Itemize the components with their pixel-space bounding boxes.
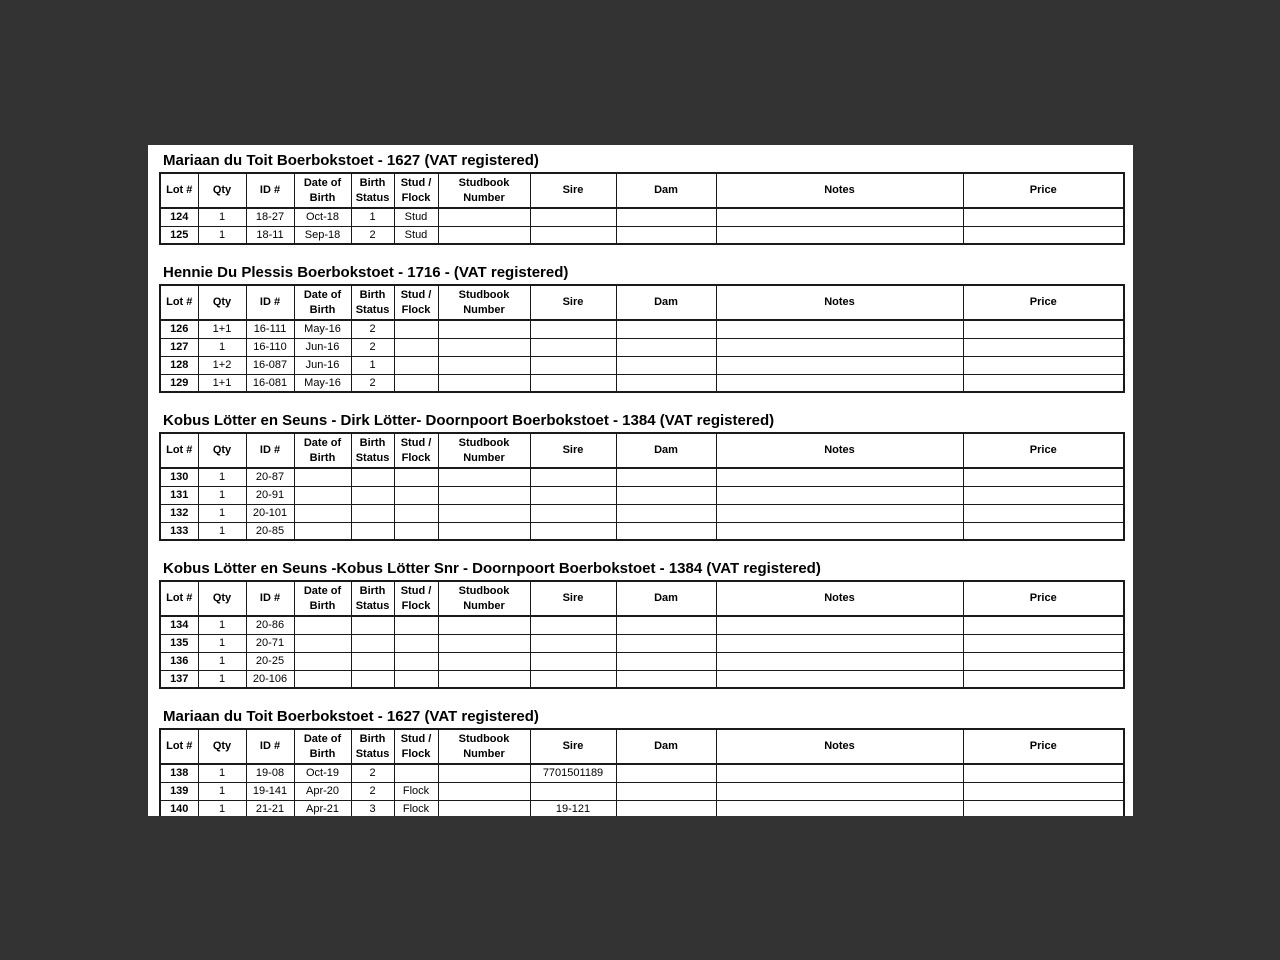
lot-row bbox=[160, 652, 1124, 670]
cell-lot: 132 bbox=[160, 504, 198, 522]
cell-sire bbox=[530, 338, 616, 356]
cell-stud_flock bbox=[394, 320, 438, 338]
cell-id: 20-106 bbox=[246, 670, 294, 688]
column-header-qty: Qty bbox=[198, 581, 246, 616]
cell-studbook_number bbox=[438, 226, 530, 244]
column-header-lot: Lot # bbox=[160, 729, 198, 764]
cell-price bbox=[963, 356, 1124, 374]
column-header-id: ID # bbox=[246, 581, 294, 616]
cell-id: 21-21 bbox=[246, 800, 294, 816]
cell-studbook_number bbox=[438, 208, 530, 226]
cell-studbook_number bbox=[438, 468, 530, 486]
lot-row bbox=[160, 486, 1124, 504]
column-header-notes: Notes bbox=[716, 433, 963, 468]
cell-price bbox=[963, 764, 1124, 782]
cell-sire bbox=[530, 670, 616, 688]
cell-price bbox=[963, 670, 1124, 688]
column-header-price: Price bbox=[963, 433, 1124, 468]
column-header-notes: Notes bbox=[716, 285, 963, 320]
cell-stud_flock bbox=[394, 634, 438, 652]
cell-date_of_birth bbox=[294, 468, 351, 486]
cell-dam bbox=[616, 522, 716, 540]
column-header-id: ID # bbox=[246, 285, 294, 320]
cell-dam bbox=[616, 634, 716, 652]
column-header-studbook_number: Studbook Number bbox=[438, 729, 530, 764]
cell-stud_flock bbox=[394, 486, 438, 504]
cell-notes bbox=[716, 208, 963, 226]
cell-price bbox=[963, 652, 1124, 670]
column-header-sire: Sire bbox=[530, 729, 616, 764]
cell-id: 20-71 bbox=[246, 634, 294, 652]
cell-qty: 1+2 bbox=[198, 356, 246, 374]
cell-qty: 1 bbox=[198, 800, 246, 816]
cell-stud_flock bbox=[394, 652, 438, 670]
column-header-stud_flock: Stud / Flock bbox=[394, 729, 438, 764]
cell-sire bbox=[530, 652, 616, 670]
cell-id: 20-101 bbox=[246, 504, 294, 522]
cell-lot: 130 bbox=[160, 468, 198, 486]
cell-lot: 137 bbox=[160, 670, 198, 688]
seller-title: Hennie Du Plessis Boerbokstoet - 1716 - (VAT registered) bbox=[163, 264, 569, 281]
column-header-birth_status: Birth Status bbox=[351, 285, 394, 320]
seller-section bbox=[159, 263, 1123, 393]
cell-qty: 1 bbox=[198, 486, 246, 504]
cell-price bbox=[963, 800, 1124, 816]
cell-birth_status bbox=[351, 670, 394, 688]
cell-qty: 1+1 bbox=[198, 320, 246, 338]
cell-notes bbox=[716, 634, 963, 652]
lot-row bbox=[160, 504, 1124, 522]
cell-dam bbox=[616, 226, 716, 244]
lot-row bbox=[160, 374, 1124, 392]
cell-price bbox=[963, 320, 1124, 338]
cell-notes bbox=[716, 652, 963, 670]
header-row bbox=[160, 285, 1124, 320]
cell-lot: 140 bbox=[160, 800, 198, 816]
cell-lot: 126 bbox=[160, 320, 198, 338]
cell-sire bbox=[530, 320, 616, 338]
cell-lot: 124 bbox=[160, 208, 198, 226]
cell-birth_status: 1 bbox=[351, 356, 394, 374]
cell-sire: 19-121 bbox=[530, 800, 616, 816]
cell-id: 20-25 bbox=[246, 652, 294, 670]
cell-birth_status: 2 bbox=[351, 338, 394, 356]
lot-row bbox=[160, 764, 1124, 782]
cell-dam bbox=[616, 338, 716, 356]
cell-stud_flock bbox=[394, 338, 438, 356]
cell-dam bbox=[616, 356, 716, 374]
column-header-birth_status: Birth Status bbox=[351, 173, 394, 208]
header-row bbox=[160, 729, 1124, 764]
cell-price bbox=[963, 486, 1124, 504]
cell-dam bbox=[616, 374, 716, 392]
cell-dam bbox=[616, 468, 716, 486]
cell-price bbox=[963, 226, 1124, 244]
cell-dam bbox=[616, 670, 716, 688]
cell-studbook_number bbox=[438, 670, 530, 688]
column-header-qty: Qty bbox=[198, 729, 246, 764]
cell-price bbox=[963, 522, 1124, 540]
cell-qty: 1 bbox=[198, 670, 246, 688]
cell-birth_status: 2 bbox=[351, 320, 394, 338]
cell-birth_status: 1 bbox=[351, 208, 394, 226]
column-header-price: Price bbox=[963, 285, 1124, 320]
cell-dam bbox=[616, 764, 716, 782]
lot-row bbox=[160, 800, 1124, 816]
cell-stud_flock bbox=[394, 504, 438, 522]
cell-notes bbox=[716, 468, 963, 486]
cell-lot: 133 bbox=[160, 522, 198, 540]
cell-stud_flock: Flock bbox=[394, 782, 438, 800]
cell-lot: 138 bbox=[160, 764, 198, 782]
cell-id: 20-85 bbox=[246, 522, 294, 540]
column-header-notes: Notes bbox=[716, 729, 963, 764]
column-header-qty: Qty bbox=[198, 285, 246, 320]
cell-date_of_birth bbox=[294, 522, 351, 540]
seller-section bbox=[159, 559, 1123, 689]
column-header-lot: Lot # bbox=[160, 433, 198, 468]
cell-date_of_birth: Oct-18 bbox=[294, 208, 351, 226]
column-header-dam: Dam bbox=[616, 285, 716, 320]
cell-id: 20-91 bbox=[246, 486, 294, 504]
cell-birth_status bbox=[351, 504, 394, 522]
cell-stud_flock bbox=[394, 764, 438, 782]
cell-qty: 1 bbox=[198, 652, 246, 670]
column-header-id: ID # bbox=[246, 173, 294, 208]
cell-studbook_number bbox=[438, 356, 530, 374]
seller-title: Mariaan du Toit Boerbokstoet - 1627 (VAT registered) bbox=[163, 708, 539, 725]
cell-date_of_birth: Oct-19 bbox=[294, 764, 351, 782]
cell-studbook_number bbox=[438, 504, 530, 522]
column-header-dam: Dam bbox=[616, 729, 716, 764]
cell-id: 16-111 bbox=[246, 320, 294, 338]
cell-date_of_birth bbox=[294, 504, 351, 522]
cell-qty: 1 bbox=[198, 782, 246, 800]
cell-price bbox=[963, 504, 1124, 522]
lot-row bbox=[160, 356, 1124, 374]
cell-dam bbox=[616, 782, 716, 800]
cell-notes bbox=[716, 486, 963, 504]
column-header-qty: Qty bbox=[198, 173, 246, 208]
cell-stud_flock bbox=[394, 522, 438, 540]
cell-qty: 1 bbox=[198, 764, 246, 782]
cell-id: 20-86 bbox=[246, 616, 294, 634]
column-header-studbook_number: Studbook Number bbox=[438, 285, 530, 320]
column-header-lot: Lot # bbox=[160, 581, 198, 616]
lots-table bbox=[159, 172, 1125, 245]
column-header-date_of_birth: Date of Birth bbox=[294, 729, 351, 764]
cell-id: 18-27 bbox=[246, 208, 294, 226]
cell-date_of_birth: May-16 bbox=[294, 374, 351, 392]
cell-notes bbox=[716, 356, 963, 374]
column-header-notes: Notes bbox=[716, 581, 963, 616]
cell-date_of_birth: Jun-16 bbox=[294, 338, 351, 356]
cell-dam bbox=[616, 616, 716, 634]
cell-sire: 7701501189 bbox=[530, 764, 616, 782]
column-header-stud_flock: Stud / Flock bbox=[394, 173, 438, 208]
lot-row bbox=[160, 468, 1124, 486]
cell-lot: 127 bbox=[160, 338, 198, 356]
column-header-notes: Notes bbox=[716, 173, 963, 208]
lot-row bbox=[160, 670, 1124, 688]
cell-notes bbox=[716, 338, 963, 356]
cell-birth_status bbox=[351, 634, 394, 652]
cell-qty: 1 bbox=[198, 338, 246, 356]
header-row bbox=[160, 581, 1124, 616]
column-header-dam: Dam bbox=[616, 173, 716, 208]
cell-qty: 1 bbox=[198, 522, 246, 540]
cell-notes bbox=[716, 374, 963, 392]
cell-price bbox=[963, 208, 1124, 226]
cell-qty: 1 bbox=[198, 226, 246, 244]
cell-sire bbox=[530, 374, 616, 392]
column-header-birth_status: Birth Status bbox=[351, 433, 394, 468]
cell-studbook_number bbox=[438, 522, 530, 540]
cell-notes bbox=[716, 616, 963, 634]
cell-date_of_birth bbox=[294, 652, 351, 670]
cell-qty: 1 bbox=[198, 634, 246, 652]
cell-notes bbox=[716, 522, 963, 540]
cell-price bbox=[963, 634, 1124, 652]
cell-lot: 136 bbox=[160, 652, 198, 670]
cell-sire bbox=[530, 356, 616, 374]
cell-birth_status bbox=[351, 486, 394, 504]
cell-qty: 1 bbox=[198, 208, 246, 226]
cell-id: 18-11 bbox=[246, 226, 294, 244]
cell-birth_status bbox=[351, 468, 394, 486]
cell-lot: 125 bbox=[160, 226, 198, 244]
column-header-stud_flock: Stud / Flock bbox=[394, 285, 438, 320]
cell-sire bbox=[530, 504, 616, 522]
cell-sire bbox=[530, 616, 616, 634]
cell-price bbox=[963, 616, 1124, 634]
cell-stud_flock: Flock bbox=[394, 800, 438, 816]
cell-date_of_birth bbox=[294, 634, 351, 652]
column-header-studbook_number: Studbook Number bbox=[438, 581, 530, 616]
cell-stud_flock: Stud bbox=[394, 208, 438, 226]
cell-studbook_number bbox=[438, 634, 530, 652]
cell-dam bbox=[616, 504, 716, 522]
cell-stud_flock bbox=[394, 374, 438, 392]
lot-row bbox=[160, 522, 1124, 540]
cell-price bbox=[963, 782, 1124, 800]
cell-price bbox=[963, 468, 1124, 486]
header-row bbox=[160, 173, 1124, 208]
cell-notes bbox=[716, 670, 963, 688]
seller-section bbox=[159, 151, 1123, 245]
seller-title: Mariaan du Toit Boerbokstoet - 1627 (VAT registered) bbox=[163, 152, 539, 169]
column-header-id: ID # bbox=[246, 433, 294, 468]
cell-sire bbox=[530, 226, 616, 244]
cell-qty: 1 bbox=[198, 616, 246, 634]
column-header-sire: Sire bbox=[530, 285, 616, 320]
cell-date_of_birth bbox=[294, 670, 351, 688]
cell-studbook_number bbox=[438, 486, 530, 504]
cell-sire bbox=[530, 634, 616, 652]
lots-table bbox=[159, 284, 1125, 393]
cell-birth_status bbox=[351, 616, 394, 634]
cell-stud_flock: Stud bbox=[394, 226, 438, 244]
cell-birth_status bbox=[351, 652, 394, 670]
cell-date_of_birth bbox=[294, 616, 351, 634]
column-header-date_of_birth: Date of Birth bbox=[294, 285, 351, 320]
cell-studbook_number bbox=[438, 800, 530, 816]
lot-row bbox=[160, 226, 1124, 244]
cell-date_of_birth bbox=[294, 486, 351, 504]
column-header-birth_status: Birth Status bbox=[351, 729, 394, 764]
cell-qty: 1 bbox=[198, 504, 246, 522]
seller-title: Kobus Lötter en Seuns - Dirk Lötter- Doornpoort Boerbokstoet - 1384 (VAT registered) bbox=[163, 412, 775, 429]
cell-birth_status: 2 bbox=[351, 374, 394, 392]
lots-table bbox=[159, 728, 1125, 816]
cell-date_of_birth: Apr-20 bbox=[294, 782, 351, 800]
column-header-price: Price bbox=[963, 173, 1124, 208]
cell-studbook_number bbox=[438, 374, 530, 392]
column-header-date_of_birth: Date of Birth bbox=[294, 173, 351, 208]
lot-row bbox=[160, 338, 1124, 356]
cell-id: 16-087 bbox=[246, 356, 294, 374]
cell-qty: 1+1 bbox=[198, 374, 246, 392]
header-row bbox=[160, 433, 1124, 468]
cell-id: 20-87 bbox=[246, 468, 294, 486]
cell-id: 16-081 bbox=[246, 374, 294, 392]
lot-row bbox=[160, 616, 1124, 634]
cell-lot: 129 bbox=[160, 374, 198, 392]
cell-price bbox=[963, 374, 1124, 392]
lots-table bbox=[159, 432, 1125, 541]
cell-sire bbox=[530, 522, 616, 540]
lots-table bbox=[159, 580, 1125, 689]
cell-sire bbox=[530, 208, 616, 226]
lot-row bbox=[160, 782, 1124, 800]
cell-lot: 131 bbox=[160, 486, 198, 504]
cell-birth_status: 3 bbox=[351, 800, 394, 816]
cell-studbook_number bbox=[438, 782, 530, 800]
cell-date_of_birth: May-16 bbox=[294, 320, 351, 338]
cell-dam bbox=[616, 320, 716, 338]
column-header-sire: Sire bbox=[530, 173, 616, 208]
column-header-studbook_number: Studbook Number bbox=[438, 433, 530, 468]
cell-stud_flock bbox=[394, 356, 438, 374]
cell-lot: 134 bbox=[160, 616, 198, 634]
cell-notes bbox=[716, 226, 963, 244]
column-header-sire: Sire bbox=[530, 433, 616, 468]
cell-id: 16-110 bbox=[246, 338, 294, 356]
column-header-qty: Qty bbox=[198, 433, 246, 468]
cell-studbook_number bbox=[438, 764, 530, 782]
cell-studbook_number bbox=[438, 616, 530, 634]
lot-row bbox=[160, 320, 1124, 338]
cell-notes bbox=[716, 782, 963, 800]
column-header-id: ID # bbox=[246, 729, 294, 764]
seller-section bbox=[159, 707, 1123, 816]
column-header-sire: Sire bbox=[530, 581, 616, 616]
cell-stud_flock bbox=[394, 468, 438, 486]
cell-qty: 1 bbox=[198, 468, 246, 486]
seller-section bbox=[159, 411, 1123, 541]
cell-notes bbox=[716, 504, 963, 522]
column-header-lot: Lot # bbox=[160, 173, 198, 208]
cell-price bbox=[963, 338, 1124, 356]
cell-lot: 128 bbox=[160, 356, 198, 374]
cell-date_of_birth: Sep-18 bbox=[294, 226, 351, 244]
lot-row bbox=[160, 634, 1124, 652]
column-header-stud_flock: Stud / Flock bbox=[394, 581, 438, 616]
column-header-lot: Lot # bbox=[160, 285, 198, 320]
cell-dam bbox=[616, 652, 716, 670]
cell-lot: 139 bbox=[160, 782, 198, 800]
column-header-dam: Dam bbox=[616, 581, 716, 616]
column-header-birth_status: Birth Status bbox=[351, 581, 394, 616]
cell-id: 19-08 bbox=[246, 764, 294, 782]
cell-notes bbox=[716, 764, 963, 782]
cell-id: 19-141 bbox=[246, 782, 294, 800]
lot-row bbox=[160, 208, 1124, 226]
column-header-studbook_number: Studbook Number bbox=[438, 173, 530, 208]
cell-studbook_number bbox=[438, 338, 530, 356]
column-header-price: Price bbox=[963, 729, 1124, 764]
column-header-date_of_birth: Date of Birth bbox=[294, 433, 351, 468]
cell-notes bbox=[716, 320, 963, 338]
cell-sire bbox=[530, 782, 616, 800]
cell-birth_status: 2 bbox=[351, 764, 394, 782]
cell-date_of_birth: Apr-21 bbox=[294, 800, 351, 816]
cell-dam bbox=[616, 208, 716, 226]
seller-title: Kobus Lötter en Seuns -Kobus Lötter Snr - Doornpoort Boerbokstoet - 1384 (VAT registered) bbox=[163, 560, 821, 577]
cell-stud_flock bbox=[394, 616, 438, 634]
cell-notes bbox=[716, 800, 963, 816]
cell-sire bbox=[530, 468, 616, 486]
cell-birth_status bbox=[351, 522, 394, 540]
cell-dam bbox=[616, 800, 716, 816]
cell-stud_flock bbox=[394, 670, 438, 688]
column-header-stud_flock: Stud / Flock bbox=[394, 433, 438, 468]
cell-date_of_birth: Jun-16 bbox=[294, 356, 351, 374]
cell-birth_status: 2 bbox=[351, 782, 394, 800]
cell-studbook_number bbox=[438, 320, 530, 338]
column-header-dam: Dam bbox=[616, 433, 716, 468]
cell-studbook_number bbox=[438, 652, 530, 670]
cell-dam bbox=[616, 486, 716, 504]
column-header-price: Price bbox=[963, 581, 1124, 616]
cell-lot: 135 bbox=[160, 634, 198, 652]
column-header-date_of_birth: Date of Birth bbox=[294, 581, 351, 616]
cell-sire bbox=[530, 486, 616, 504]
cell-birth_status: 2 bbox=[351, 226, 394, 244]
document-page bbox=[148, 145, 1133, 816]
